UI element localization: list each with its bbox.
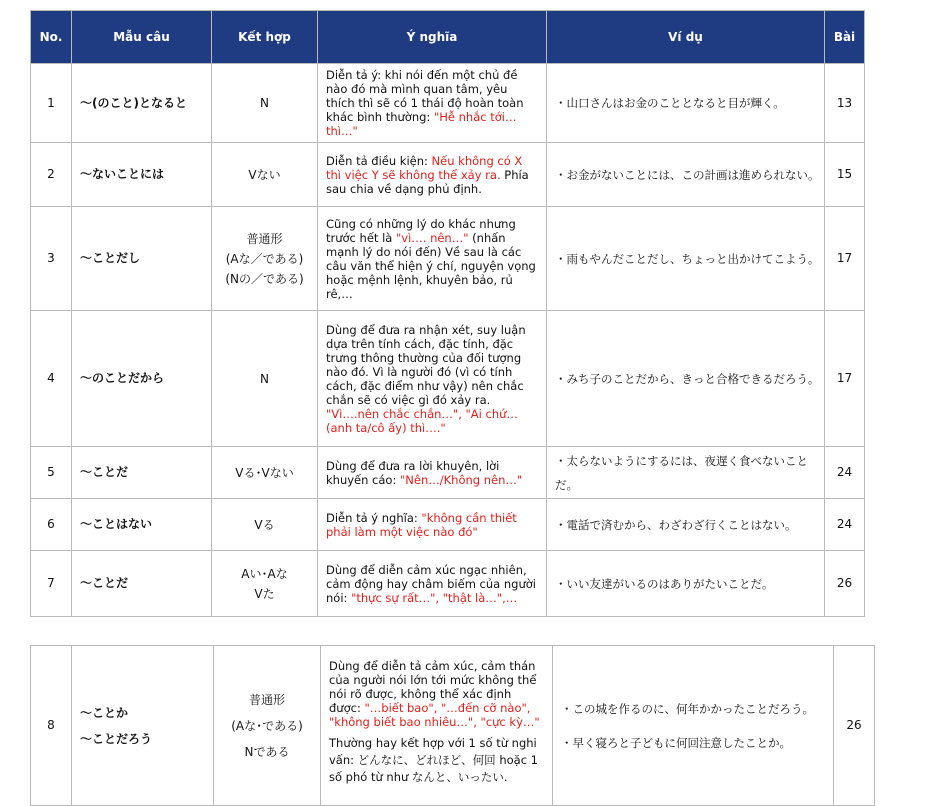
- lesson-number: 26: [825, 551, 865, 617]
- meaning-paragraph: Thường hay kết hợp với 1 số từ nghi vấn: どんなに、どれほど、何回 hoặc 1 số phó từ như なんと、いったい.: [329, 736, 538, 784]
- lesson-number: 24: [825, 447, 865, 499]
- meaning-text: Diễn tả ý: khi nói đến một chủ đề nào đó mà mình quan tâm, yêu thích thì sẽ có 1 thái độ hoàn toàn khác bình thường:: [326, 68, 524, 124]
- pattern-text: ～ないことには: [72, 143, 212, 207]
- pattern-text: ～ことか: [80, 705, 129, 720]
- header-no: No.: [31, 11, 72, 64]
- example-text: ・お金がないことには、この計画は進められない。: [555, 167, 820, 182]
- example-cell: [547, 311, 825, 447]
- header-meaning: Ý nghĩa: [318, 11, 547, 64]
- grammar-table-continued: [30, 645, 875, 806]
- pattern-text: ～ことだ: [72, 447, 212, 499]
- row-number: 2: [31, 143, 72, 207]
- meaning-highlight: "…biết bao", "…đến cỡ nào", "không biết bao nhiêu…", "cực kỳ…": [329, 701, 540, 729]
- example-cell: [547, 207, 825, 311]
- lesson-number: 13: [825, 64, 865, 143]
- row-number: 5: [31, 447, 72, 499]
- table-row: [31, 64, 865, 143]
- meaning-text: Dùng để đưa ra nhận xét, suy luận dựa trên tính cách, đặc tính, đặc trưng thông thường của đối tượng nào đó. Vì là người đó (vì có tính cách, đặc điểm như vậy) nên chắc chắn sẽ có việc gì đó xảy ra.: [326, 322, 526, 407]
- table-row: [31, 447, 865, 499]
- lesson-number: 26: [834, 646, 875, 806]
- combination-cell: [212, 143, 318, 207]
- example-cell: [547, 551, 825, 617]
- combination-text: 普通形: [248, 692, 285, 707]
- example-text: ・この城を作るのに、何年かかったことだろう。: [561, 701, 814, 716]
- combination-text: Vない: [248, 167, 281, 182]
- example-text: ・いい友達がいるのはありがたいことだ。: [555, 576, 774, 591]
- lesson-number: 24: [825, 499, 865, 551]
- meaning-cell: [318, 207, 547, 311]
- meaning-text: Dùng để đưa ra lời khuyên, lời khuyến cáo:: [326, 458, 500, 487]
- example-text: ・山口さんはお金のこととなると目が輝く。: [555, 96, 785, 110]
- example-cell: [547, 64, 825, 143]
- pattern-text: ～(のこと)となると: [72, 64, 212, 143]
- example-cell: [547, 143, 825, 207]
- combination-cell: [212, 64, 318, 143]
- meaning-highlight: "vì…. nên…": [395, 230, 469, 245]
- combination-text: (Aな･である): [231, 718, 303, 733]
- row-number: 1: [31, 64, 72, 143]
- meaning-highlight: "không cần thiết phải làm một việc nào đó": [326, 510, 517, 539]
- lesson-number: 17: [825, 207, 865, 311]
- combination-text: (Nの／である): [225, 271, 304, 286]
- combination-text: Nである: [244, 744, 290, 759]
- pattern-text: ～ことだし: [72, 207, 212, 311]
- row-number: 3: [31, 207, 72, 311]
- meaning-highlight: "Nên…/Không nên…": [400, 472, 523, 487]
- pattern-text: ～ことはない: [72, 499, 212, 551]
- meaning-text: Dùng để diễn cảm xúc ngạc nhiên, cảm động hay châm biếm của người nói:: [326, 562, 536, 605]
- meaning-cell: [321, 646, 553, 806]
- table-row: [31, 207, 865, 311]
- combination-text: (Aな／である): [225, 251, 304, 266]
- header-pattern: Mẫu câu: [72, 11, 212, 64]
- combination-text: N: [260, 96, 269, 110]
- header-combination: Kết hợp: [212, 11, 318, 64]
- table-row: [31, 499, 865, 551]
- example-text: ・みち子のことだから、きっと合格できるだろう。: [555, 371, 820, 386]
- combination-cell: [212, 447, 318, 499]
- example-text: ・雨もやんだことだし、ちょっと出かけてこよう。: [555, 251, 820, 266]
- meaning-highlight: "Vì….nên chắc chắn…", "Ai chứ…(anh ta/cô ấy) thì….": [326, 406, 518, 435]
- combination-text: 普通形: [246, 231, 283, 246]
- meaning-text: Diễn tả điều kiện:: [326, 153, 432, 168]
- meaning-highlight: Nếu không có X thì việc Y sẽ không thể xảy ra.: [326, 153, 523, 182]
- example-text: ・太らないようにするには、夜遅く食べないことだ。: [555, 453, 808, 492]
- lesson-number: 15: [825, 143, 865, 207]
- pattern-text: ～のことだから: [72, 311, 212, 447]
- combination-text: Vる･Vない: [235, 465, 294, 480]
- example-cell: [547, 499, 825, 551]
- meaning-highlight: "Hễ nhắc tới…thì…": [326, 110, 517, 138]
- combination-text: Vた: [254, 586, 275, 601]
- combination-text: N: [260, 371, 269, 386]
- row-number: 8: [31, 646, 72, 806]
- combination-cell: [212, 499, 318, 551]
- example-cell: [553, 646, 834, 806]
- combination-cell: [212, 551, 318, 617]
- row-number: 4: [31, 311, 72, 447]
- table-row: [31, 143, 865, 207]
- table-header-row: [31, 11, 865, 64]
- meaning-text: Dùng để diễn tả cảm xúc, cảm thán của người nói lớn tới mức không thể nói rõ được, không thể xác định được:: [329, 659, 537, 715]
- meaning-cell: [318, 447, 547, 499]
- row-number: 7: [31, 551, 72, 617]
- pattern-text: ～ことだ: [72, 551, 212, 617]
- table-row: [31, 646, 875, 806]
- example-text: ・早く寝ろと子どもに何回注意したことか。: [561, 735, 791, 750]
- example-text: ・電話で済むから、わざわざ行くことはない。: [555, 517, 797, 532]
- meaning-text: (nhấn mạnh lý do nói đến) Về sau là các câu văn thể hiện ý chí, nguyện vọng hoặc mệnh lệnh, khuyên bảo, rủ rê,…: [326, 230, 536, 301]
- combination-cell: [212, 311, 318, 447]
- grammar-table: [30, 10, 865, 617]
- combination-cell: [214, 646, 321, 806]
- meaning-text: Cũng có những lý do khác nhưng trước hết là: [326, 216, 516, 245]
- meaning-cell: [318, 64, 547, 143]
- example-cell: [547, 447, 825, 499]
- meaning-cell: [318, 311, 547, 447]
- meaning-paragraph: [329, 659, 544, 729]
- combination-text: Vる: [254, 517, 275, 532]
- row-number: 6: [31, 499, 72, 551]
- header-example: Ví dụ: [547, 11, 825, 64]
- pattern-cell: [72, 646, 214, 806]
- lesson-number: 17: [825, 311, 865, 447]
- combination-text: Aい･Aな: [241, 566, 288, 581]
- header-lesson: Bài: [825, 11, 865, 64]
- meaning-text: Phía sau chia về dạng phủ định.: [326, 167, 529, 196]
- table-row: [31, 551, 865, 617]
- meaning-cell: [318, 143, 547, 207]
- table-row: [31, 311, 865, 447]
- meaning-cell: [318, 551, 547, 617]
- combination-cell: [212, 207, 318, 311]
- meaning-highlight: "thực sự rất…", "thật là…",…: [351, 590, 518, 605]
- meaning-text: Diễn tả ý nghĩa:: [326, 510, 422, 525]
- meaning-cell: [318, 499, 547, 551]
- pattern-text: ～ことだろう: [80, 731, 153, 746]
